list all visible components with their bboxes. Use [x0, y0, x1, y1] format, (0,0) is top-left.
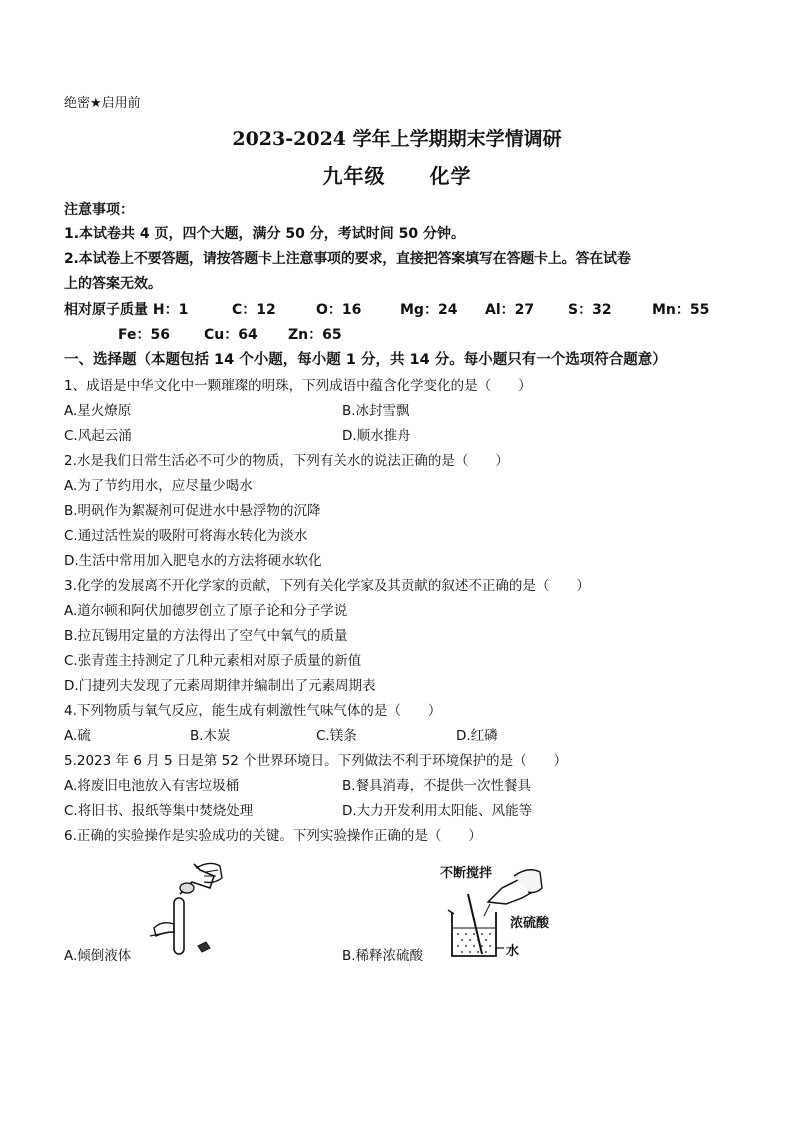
grade-label: 九年级 — [322, 164, 386, 188]
atomic-mass-item: Fe：56 — [118, 327, 170, 343]
atomic-mass-item: Zn：65 — [288, 327, 342, 343]
question-3-option-a: A.道尔顿和阿伏加德罗创立了原子论和分子学说 — [64, 603, 348, 619]
question-6-option-b: B.稀释浓硫酸 — [342, 948, 424, 964]
question-6-stem: 6.正确的实验操作是实验成功的关键。下列实验操作正确的是（ ） — [64, 828, 482, 844]
atomic-mass-item: C：12 — [232, 302, 276, 318]
question-5-option-c: C.将旧书、报纸等集中焚烧处理 — [64, 803, 254, 819]
question-5-option-d: D.大力开发利用太阳能、风能等 — [342, 803, 533, 819]
section-heading: 一、选择题（本题包括 14 个小题，每小题 1 分，共 14 分。每小题只有一个选项符合题意） — [64, 352, 667, 368]
notice-item-1: 1.本试卷共 4 页，四个大题，满分 50 分，考试时间 50 分钟。 — [64, 226, 466, 242]
question-2-option-d: D.生活中常用加入肥皂水的方法将硬水软化 — [64, 553, 322, 569]
question-4-option-b: B.木炭 — [190, 728, 231, 744]
notice-item-2: 2.本试卷上不要答题，请按答题卡上注意事项的要求，直接把答案填写在答题卡上。答在试卷 — [64, 251, 631, 267]
question-4-option-d: D.红磷 — [456, 728, 498, 744]
question-1-option-c: C.风起云涌 — [64, 428, 132, 444]
question-3-option-d: D.门捷列夫发现了元素周期律并编制出了元素周期表 — [64, 678, 376, 694]
question-3-option-b: B.拉瓦锡用定量的方法得出了空气中氧气的质量 — [64, 628, 348, 644]
question-2-option-b: B.明矾作为絮凝剂可促进水中悬浮物的沉降 — [64, 503, 321, 519]
label-stir: 不断搅拌 — [440, 866, 493, 881]
subject-label: 化学 — [429, 164, 472, 188]
question-5-option-a: A.将废旧电池放入有害垃圾桶 — [64, 778, 240, 794]
question-4-option-a: A.硫 — [64, 728, 91, 744]
atomic-mass-label: 相对原子质量 H：1 — [64, 302, 189, 318]
question-4-stem: 4.下列物质与氧气反应，能生成有刺激性气味气体的是（ ） — [64, 703, 442, 719]
question-1-option-b: B.冰封雪飘 — [342, 403, 410, 419]
atomic-mass-item: S：32 — [568, 302, 612, 318]
confidential-label: 绝密★启用前 — [64, 96, 141, 111]
question-6-option-a: A.倾倒液体 — [64, 948, 132, 964]
atomic-mass-item: Al：27 — [485, 302, 535, 318]
question-1-option-d: D.顺水推舟 — [342, 428, 411, 444]
question-2-option-c: C.通过活性炭的吸附可将海水转化为淡水 — [64, 528, 308, 544]
question-4-option-c: C.镁条 — [316, 728, 357, 744]
exam-title: 2023-2024 学年上学期期末学情调研 — [232, 128, 562, 150]
question-5-option-b: B.餐具消毒，不提供一次性餐具 — [342, 778, 532, 794]
exam-subtitle — [0, 160, 794, 189]
question-3-option-c: C.张青莲主持测定了几种元素相对原子质量的新值 — [64, 653, 362, 669]
question-2-stem: 2.水是我们日常生活必不可少的物质，下列有关水的说法正确的是（ ） — [64, 453, 509, 469]
question-5-stem: 5.2023 年 6 月 5 日是第 52 个世界环境日。下列做法不利于环境保护的是（ ） — [64, 753, 568, 769]
pouring-liquid-figure — [140, 858, 230, 958]
label-water: 水 — [506, 944, 520, 959]
question-3-stem: 3.化学的发展离不开化学家的贡献，下列有关化学家及其贡献的叙述不正确的是（ ） — [64, 578, 590, 594]
notice-item-2-cont: 上的答案无效。 — [64, 276, 162, 292]
question-1-option-a: A.星火燎原 — [64, 403, 132, 419]
atomic-mass-item: Cu：64 — [204, 327, 258, 343]
atomic-mass-item: Mn：55 — [652, 302, 710, 318]
question-2-option-a: A.为了节约用水，应尽量少喝水 — [64, 478, 253, 494]
label-concentrated-acid: 浓硫酸 — [510, 916, 550, 931]
notice-heading: 注意事项： — [64, 202, 134, 218]
atomic-mass-item: O：16 — [316, 302, 362, 318]
atomic-mass-item: Mg：24 — [400, 302, 458, 318]
question-1-stem: 1、成语是中华文化中一颗璀璨的明珠，下列成语中蕴含化学变化的是（ ） — [64, 378, 532, 394]
